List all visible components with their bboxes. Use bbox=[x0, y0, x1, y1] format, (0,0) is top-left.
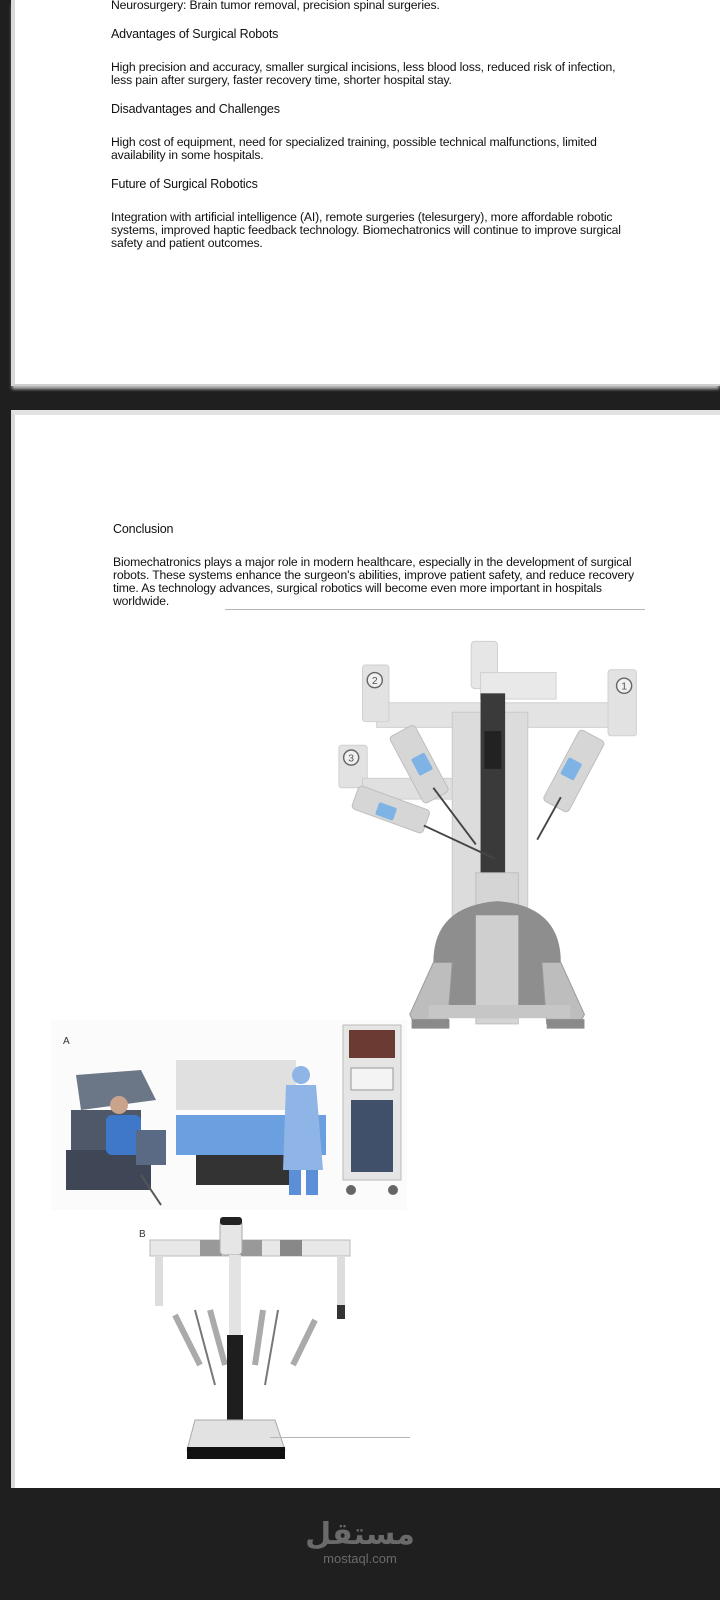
section-heading-future: Future of Surgical Robotics bbox=[111, 177, 258, 191]
surgical-robot-panel-b-image bbox=[115, 1215, 415, 1465]
body-line: Biomechatronics plays a major role in modern healthcare, especially in the development of surgical bbox=[113, 555, 632, 569]
surgical-robot-cart-image bbox=[320, 625, 660, 1045]
conclusion-heading: Conclusion bbox=[113, 522, 174, 536]
panel-b-label: B bbox=[139, 1229, 146, 1240]
body-line: less pain after surgery, faster recovery time, shorter hospital stay. bbox=[111, 73, 452, 87]
surgeon-console-scene bbox=[51, 1020, 407, 1210]
section-heading-advantages: Advantages of Surgical Robots bbox=[111, 27, 279, 41]
figure-top-rule bbox=[225, 609, 645, 610]
arm-label-3: 3 bbox=[348, 753, 355, 765]
document-page-1 bbox=[11, 0, 720, 386]
body-line: worldwide. bbox=[113, 594, 170, 608]
figure-bottom-rule bbox=[270, 1437, 410, 1438]
logo-arabic-text: مستقل bbox=[305, 1517, 415, 1552]
logo-domain-text: mostaql.com bbox=[323, 1551, 397, 1566]
section-body-disadvantages bbox=[111, 136, 661, 162]
body-line: robots. These systems enhance the surgeon's abilities, improve patient safety, and reduce recovery bbox=[113, 568, 635, 582]
section-heading-disadvantages: Disadvantages and Challenges bbox=[111, 102, 280, 116]
panel-a-label: A bbox=[63, 1036, 70, 1047]
body-line: systems, improved haptic feedback technology. Biomechatronics will continue to improve surgical bbox=[111, 223, 621, 237]
body-line: availability in some hospitals. bbox=[111, 148, 264, 162]
body-line: time. As technology advances, surgical robotics will become even more important in hospitals bbox=[113, 581, 602, 595]
body-line: safety and patient outcomes. bbox=[111, 236, 263, 250]
section-body-advantages bbox=[111, 61, 661, 87]
arm-label-1: 1 bbox=[621, 681, 628, 693]
arm-label-2: 2 bbox=[371, 675, 378, 687]
conclusion-body bbox=[113, 556, 683, 608]
body-line: High precision and accuracy, smaller surgical incisions, less blood loss, reduced risk of infection, bbox=[111, 60, 616, 74]
neurosurgery-line: Neurosurgery: Brain tumor removal, precision spinal surgeries. bbox=[111, 0, 440, 12]
surgical-system-panel-a-image bbox=[51, 1020, 407, 1210]
body-line: Integration with artificial intelligence (AI), remote surgeries (telesurgery), more affordable robotic bbox=[111, 210, 613, 224]
body-line: High cost of equipment, need for specialized training, possible technical malfunctions, limited bbox=[111, 135, 597, 149]
section-body-future bbox=[111, 211, 661, 250]
mostaql-watermark bbox=[0, 1517, 720, 1566]
document-page-2 bbox=[11, 410, 720, 1488]
four-arm-robot bbox=[115, 1215, 415, 1465]
